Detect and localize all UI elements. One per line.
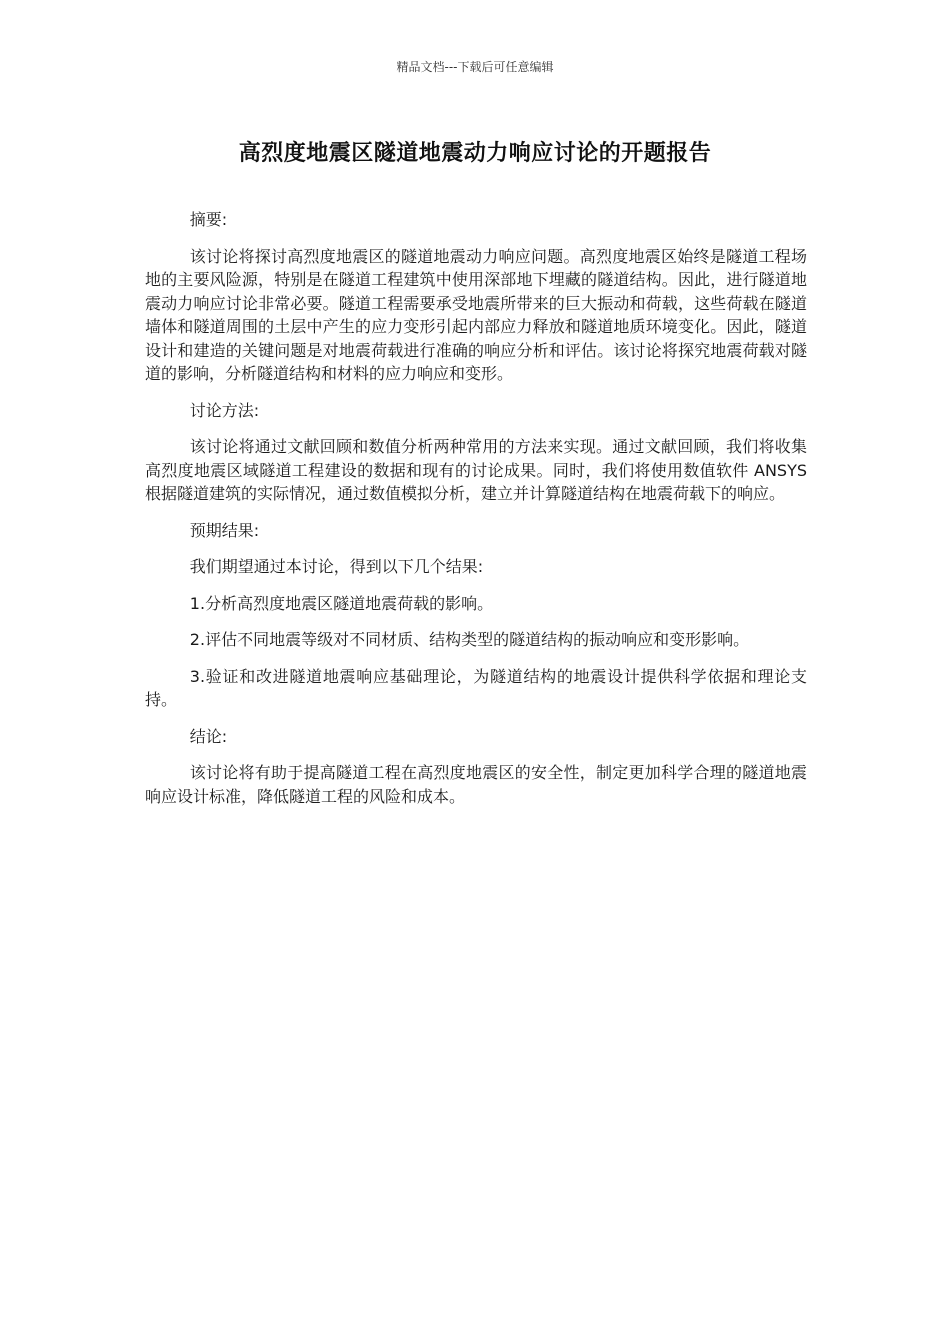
document-body <box>145 208 807 821</box>
list-item-result-1: 1.分析高烈度地震区隧道地震荷载的影响。 <box>189 593 494 613</box>
paragraph-conclusion: 该讨论将有助于提高隧道工程在高烈度地震区的安全性，制定更加科学合理的隧道地震响应设计标准，降低隧道工程的风险和成本。 <box>145 763 807 806</box>
section-heading-method: 讨论方法: <box>189 400 260 420</box>
list-item-result-3: 3.验证和改进隧道地震响应基础理论，为隧道结构的地震设计提供科学依据和理论支持。 <box>145 666 807 709</box>
document-title: 高烈度地震区隧道地震动力响应讨论的开题报告 <box>238 141 712 166</box>
header-note: 精品文档---下载后可任意编辑 <box>396 60 554 74</box>
section-heading-expected-results: 预期结果: <box>189 520 260 540</box>
paragraph-abstract: 该讨论将探讨高烈度地震区的隧道地震动力响应问题。高烈度地震区始终是隧道工程场地的主要风险源，特别是在隧道工程建筑中使用深部地下埋藏的隧道结构。因此，进行隧道地震动力响应讨论非常必要。隧道工程需要承受地震所带来的巨大振动和荷载，这些荷载在隧道墙体和隧道周围的土层中产生的应力变形引起内部应力释放和隧道地质环境变化。因此，隧道设计和建造的关键问题是对地震荷载进行准确的响应分析和评估。该讨论将探究地震荷载对隧道的影响，分析隧道结构和材料的应力响应和变形。 <box>145 246 807 383</box>
section-heading-abstract: 摘要: <box>189 210 228 229</box>
list-item-result-2: 2.评估不同地震等级对不同材质、结构类型的隧道结构的振动响应和变形影响。 <box>189 630 750 649</box>
paragraph-method: 该讨论将通过文献回顾和数值分析两种常用的方法来实现。通过文献回顾，我们将收集高烈度地震区域隧道工程建设的数据和现有的讨论成果。同时，我们将使用数值软件 ANSYS 根据隧道建筑的实际情况，通过数值模拟分析，建立并计算隧道结构在地震荷载下的响应。 <box>145 437 807 503</box>
paragraph-expected-intro: 我们期望通过本讨论，得到以下几个结果: <box>189 557 484 576</box>
section-heading-conclusion: 结论: <box>189 726 228 746</box>
